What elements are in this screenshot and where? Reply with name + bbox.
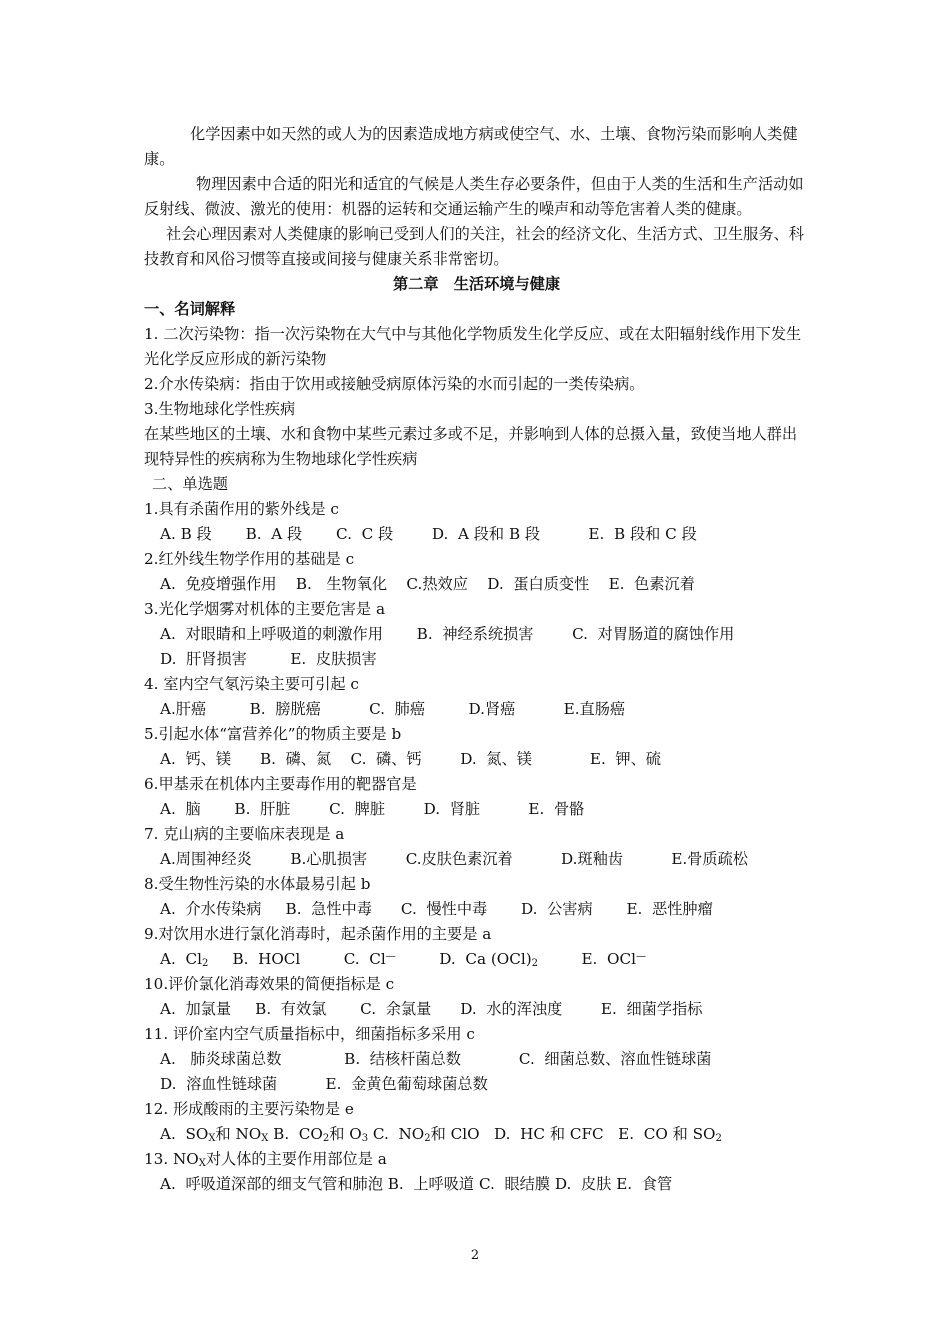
term-3: 3.生物地球化学性疾病 bbox=[144, 400, 296, 418]
paragraph-chemical: 化学因素中如天然的或人为的因素造成地方病或使空气、水、土壤、食物污染而影响人类健康。 bbox=[144, 125, 798, 168]
page-number: 2 bbox=[470, 1248, 480, 1263]
question-10 bbox=[144, 972, 809, 1022]
question-stem: 4. 室内空气氡污染主要可引起 c bbox=[144, 675, 359, 693]
question-stem: 6.甲基汞在机体内主要毒作用的靶器官是 bbox=[144, 775, 417, 793]
page-content bbox=[144, 122, 809, 1197]
question-options: A.周围神经炎 B.心肌损害 C.皮肤色素沉着 D.斑釉齿 E.骨质疏松 bbox=[160, 850, 748, 868]
question-stem: 2.红外线生物学作用的基础是 c bbox=[144, 550, 355, 568]
question-options: A. 免疫增强作用 B. 生物氧化 C.热效应 D. 蛋白质变性 E. 色素沉着 bbox=[160, 575, 695, 593]
question-12 bbox=[144, 1097, 809, 1147]
term-3-definition: 在某些地区的土壤、水和食物中某些元素过多或不足，并影响到人体的总摄入量，致使当地人群出现特异性的疾病称为生物地球化学性疾病 bbox=[144, 425, 798, 468]
question-options: A. $SO_X$和 $NO_X$ B. $CO_2$和 $O_3$ C. $NO_2$和 ClO D. HC 和 CFC E. CO 和 $SO_2$ bbox=[160, 1125, 722, 1144]
question-options: A. B 段 B. A 段 C. C 段 D. A 段和 B 段 E. B 段和 C 段 bbox=[160, 525, 697, 543]
paragraph-physical: 物理因素中合适的阳光和适宜的气候是人类生存必要条件，但由于人类的生活和生产活动如反射线、微波、激光的使用：机器的运转和交通运输产生的噪声和动等危害着人类的健康。 bbox=[144, 175, 804, 218]
question-stem: 9.对饮用水进行氯化消毒时，起杀菌作用的主要是 a bbox=[144, 925, 492, 943]
question-stem: 1.具有杀菌作用的紫外线是 c bbox=[144, 500, 339, 518]
question-1 bbox=[144, 497, 809, 547]
question-8 bbox=[144, 872, 809, 922]
question-options: A. 介水传染病 B. 急性中毒 C. 慢性中毒 D. 公害病 E. 恶性肿瘤 bbox=[160, 900, 713, 918]
question-options: D. 肝肾损害 E. 皮肤损害 bbox=[160, 650, 377, 668]
question-stem: 8.受生物性污染的水体最易引起 b bbox=[144, 875, 371, 893]
question-options: A. $Cl_2$ B. HOCl C. Cl— D. Ca $(OCl)_2$ E. OCl— bbox=[160, 950, 646, 969]
question-stem: 5.引起水体“富营养化”的物质主要是 b bbox=[144, 725, 402, 743]
question-stem: 10.评价氯化消毒效果的简便指标是 c bbox=[144, 975, 395, 993]
term-2: 2.介水传染病：指由于饮用或接触受病原体污染的水而引起的一类传染病。 bbox=[144, 375, 645, 393]
question-11 bbox=[144, 1022, 809, 1097]
question-options: A. 脑 B. 肝脏 C. 脾脏 D. 肾脏 E. 骨骼 bbox=[160, 800, 585, 818]
question-4 bbox=[144, 672, 809, 722]
question-13 bbox=[144, 1147, 809, 1197]
question-options: A. 对眼睛和上呼吸道的刺激作用 B. 神经系统损害 C. 对胃肠道的腐蚀作用 bbox=[160, 625, 735, 643]
question-options: A. 钙、镁 B. 磷、氮 C. 磷、钙 D. 氮、镁 E. 钾、硫 bbox=[160, 750, 661, 768]
question-2 bbox=[144, 547, 809, 597]
question-stem: 7. 克山病的主要临床表现是 a bbox=[144, 825, 345, 843]
question-5 bbox=[144, 722, 809, 772]
question-stem: 11. 评价室内空气质量指标中，细菌指标多采用 c bbox=[144, 1025, 475, 1043]
question-7 bbox=[144, 822, 809, 872]
question-9 bbox=[144, 922, 809, 972]
question-options: D. 溶血性链球菌 E. 金黄色葡萄球菌总数 bbox=[160, 1075, 488, 1093]
chapter-title: 第二章 生活环境与健康 bbox=[392, 275, 561, 293]
question-stem: 13. $NO_X$对人体的主要作用部位是 a bbox=[144, 1150, 387, 1169]
paragraph-social: 社会心理因素对人类健康的影响已受到人们的关注，社会的经济文化、生活方式、卫生服务、科技教育和风俗习惯等直接或间接与健康关系非常密切。 bbox=[144, 225, 804, 268]
question-stem: 12. 形成酸雨的主要污染物是 e bbox=[144, 1100, 354, 1118]
section-title-terms: 一、名词解释 bbox=[144, 300, 236, 318]
question-stem: 3.光化学烟雾对机体的主要危害是 a bbox=[144, 600, 385, 618]
question-options: A. 加氯量 B. 有效氯 C. 余氯量 D. 水的浑浊度 E. 细菌学指标 bbox=[160, 1000, 703, 1018]
question-options: A. 肺炎球菌总数 B. 结核杆菌总数 C. 细菌总数、溶血性链球菌 bbox=[160, 1050, 712, 1068]
question-options: A.肝癌 B. 膀胱癌 C. 肺癌 D.肾癌 E.直肠癌 bbox=[160, 700, 626, 718]
question-6 bbox=[144, 772, 809, 822]
question-3 bbox=[144, 597, 809, 672]
question-options: A. 呼吸道深部的细支气管和肺泡 B. 上呼吸道 C. 眼结膜 D. 皮肤 E. 食管 bbox=[160, 1175, 673, 1193]
section-title-single-choice: 二、单选题 bbox=[152, 475, 228, 493]
term-1: 1. 二次污染物：指一次污染物在大气中与其他化学物质发生化学反应、或在太阳辐射线作用下发生光化学反应形成的新污染物 bbox=[144, 325, 802, 368]
